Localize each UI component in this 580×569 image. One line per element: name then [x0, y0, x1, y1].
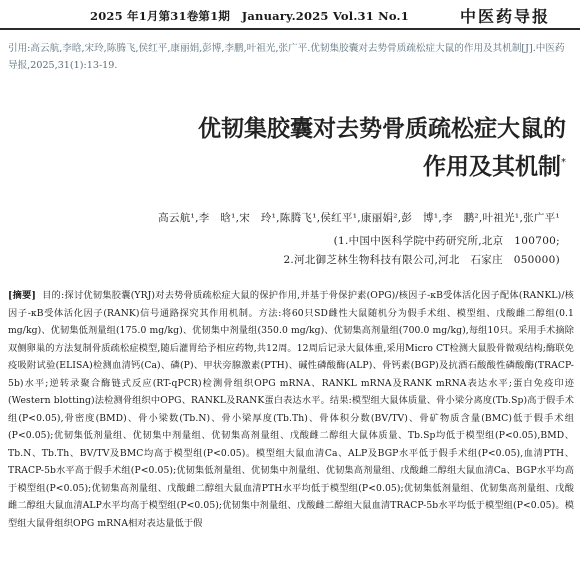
- abstract-label: [摘要]: [8, 290, 36, 301]
- funding-mark: *: [561, 157, 566, 168]
- author-list: 高云航¹,李 晗¹,宋 玲¹,陈腾飞¹,侯红平¹,康丽娟²,彭 博¹,李 鹏²,叶祖光¹,张广平¹: [158, 212, 560, 224]
- citation-text: 引用:高云航,李晗,宋玲,陈腾飞,侯红平,康丽娟,彭博,李鹏,叶祖光,张广平.优韧集胶囊对去势骨质疏松症大鼠的作用及其机制[J].中医药导报,2025,31(1):13-19.: [8, 43, 565, 71]
- abstract-text: 目的:探讨优韧集胶囊(YRJ)对去势骨质疏松症大鼠的保护作用,并基于骨保护素(OPG)/核因子-κB受体活化因子配体(RANKL)/核因子-κB受体活化因子(RANK)信号通路探究其作用机制。方法:将60只SD雌性大鼠随机分为假手术组、模型组、戊酸雌二醇组(0.1 mg/kg)、优韧集低剂量组(175.0 mg/kg)、优韧集中剂量组(350.0 mg/kg)、优韧集高剂量组(700.0 mg/kg),每组10只。采用手术摘除双侧卵巢的方法复制骨质疏松症模型,随后灌胃给予相应药物,共12周。12周后记录大鼠体重,采用Micro CT检测大鼠股骨微观结构;酶联免疫吸附试验(ELISA)检测血清钙(Ca)、磷(P)、甲状旁腺激素(PTH)、碱性磷酸酶(ALP)、骨钙素(BGP)及抗酒石酸酸性磷酸酶(TRACP-5b)水平;逆转录聚合酶链式反应(RT-qPCR)检测骨组织OPG mRNA、RANKL mRNA及RANK mRNA表达水平;蛋白免疫印迹(Western blotting)法检测骨组织中OPG、RANKL及RANK蛋白表达水平。结果:模型组大鼠体质量、骨小梁分离度(Tb.Sp)高于假手术组(P<0.05),骨密度(BMD)、骨小梁数(Tb.N)、骨小梁厚度(Tb.Th)、骨体积分数(BV/TV)、骨矿物质含量(BMC)低于假手术组(P<0.05);优韧集低剂量组、优韧集中剂量组、优韧集高剂量组、戊酸雌二醇组大鼠体质量、Tb.Sp均低于模型组(P<0.05),BMD、Tb.N、Tb.Th、BV/TV及BMC均高于模型组(P<0.05)。模型组大鼠血清Ca、ALP及BGP水平低于假手术组(P<0.05),血清PTH、TRACP-5b水平高于假手术组(P<0.05);优韧集低剂量组、优韧集中剂量组、优韧集高剂量组、戊酸雌二醇组大鼠血清Ca、BGP水平均高于模型组(P<0.05);优韧集高剂量组、戊酸雌二醇组大鼠血清PTH水平均低于模型组(P<0.05);优韧集低剂量组、优韧集高剂量组、戊酸雌二醇组大鼠血清ALP水平均高于模型组(P<0.05);优韧集中剂量组、戊酸雌二醇组大鼠血清TRACP-5b水平均低于模型组(P<0.05)。模型组大鼠骨组织OPG mRNA相对表达量低于假: [8, 290, 574, 529]
- header-divider: [0, 28, 580, 30]
- journal-logo: 中医药导报: [460, 7, 551, 26]
- article-title-line1: 优韧集胶囊对去势骨质疏松症大鼠的: [198, 116, 566, 142]
- affiliation-2: 2.河北御芝林生物科技有限公司,河北 石家庄 050000): [283, 254, 560, 266]
- affiliation-1: (1.中国中医科学院中药研究所,北京 100700;: [333, 235, 560, 247]
- article-title-line2: [0, 148, 566, 186]
- article-title-line2-text: 作用及其机制: [423, 154, 561, 180]
- journal-header: [0, 0, 580, 30]
- issue-line: 2025 年1月第31卷第1期 January.2025 Vol.31 No.1: [90, 9, 409, 23]
- abstract: [8, 287, 574, 532]
- article-title: [0, 110, 566, 186]
